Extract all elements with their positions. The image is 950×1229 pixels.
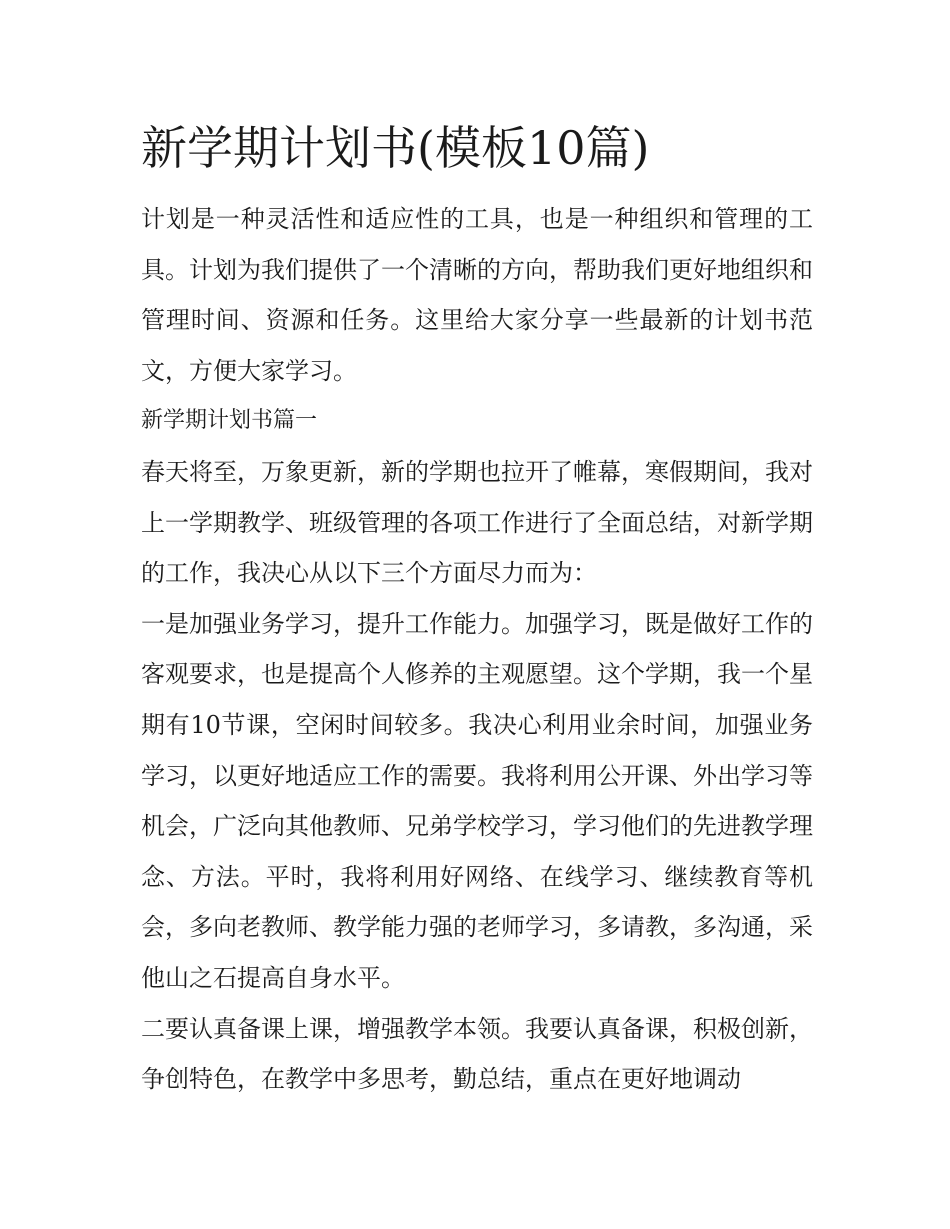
body-paragraph-3: 二要认真备课上课，增强教学本领。我要认真备课，积极创新，争创特色，在教学中多思考，勤总结，重点在更好地调动: [141, 1014, 813, 1094]
section-heading: 新学期计划书篇一: [141, 408, 318, 434]
intro-paragraph: 计划是一种灵活性和适应性的工具，也是一种组织和管理的工具。计划为我们提供了一个清晰的方向，帮助我们更好地组织和管理时间、资源和任务。这里给大家分享一些最新的计划书范文，方便大家学习。: [141, 205, 813, 385]
document-content: [141, 112, 813, 1105]
body-paragraph-1: 春天将至，万象更新，新的学期也拉开了帷幕，寒假期间，我对上一学期教学、班级管理的各项工作进行了全面总结，对新学期的工作，我决心从以下三个方面尽力而为：: [141, 457, 813, 588]
body-paragraph-2: 一是加强业务学习，提升工作能力。加强学习，既是做好工作的客观要求，也是提高个人修养的主观愿望。这个学期，我一个星期有10节课，空闲时间较多。我决心利用业余时间，加强业务学习，以更好地适应工作的需要。我将利用公开课、外出学习等机会，广泛向其他教师、兄弟学校学习，学习他们的先进教学理念、方法。平时，我将利用好网络、在线学习、继续教育等机会，多向老教师、教学能力强的老师学习，多请教，多沟通，采他山之石提高自身水平。: [141, 609, 813, 992]
document-title: 新学期计划书(模板10篇): [141, 121, 650, 175]
